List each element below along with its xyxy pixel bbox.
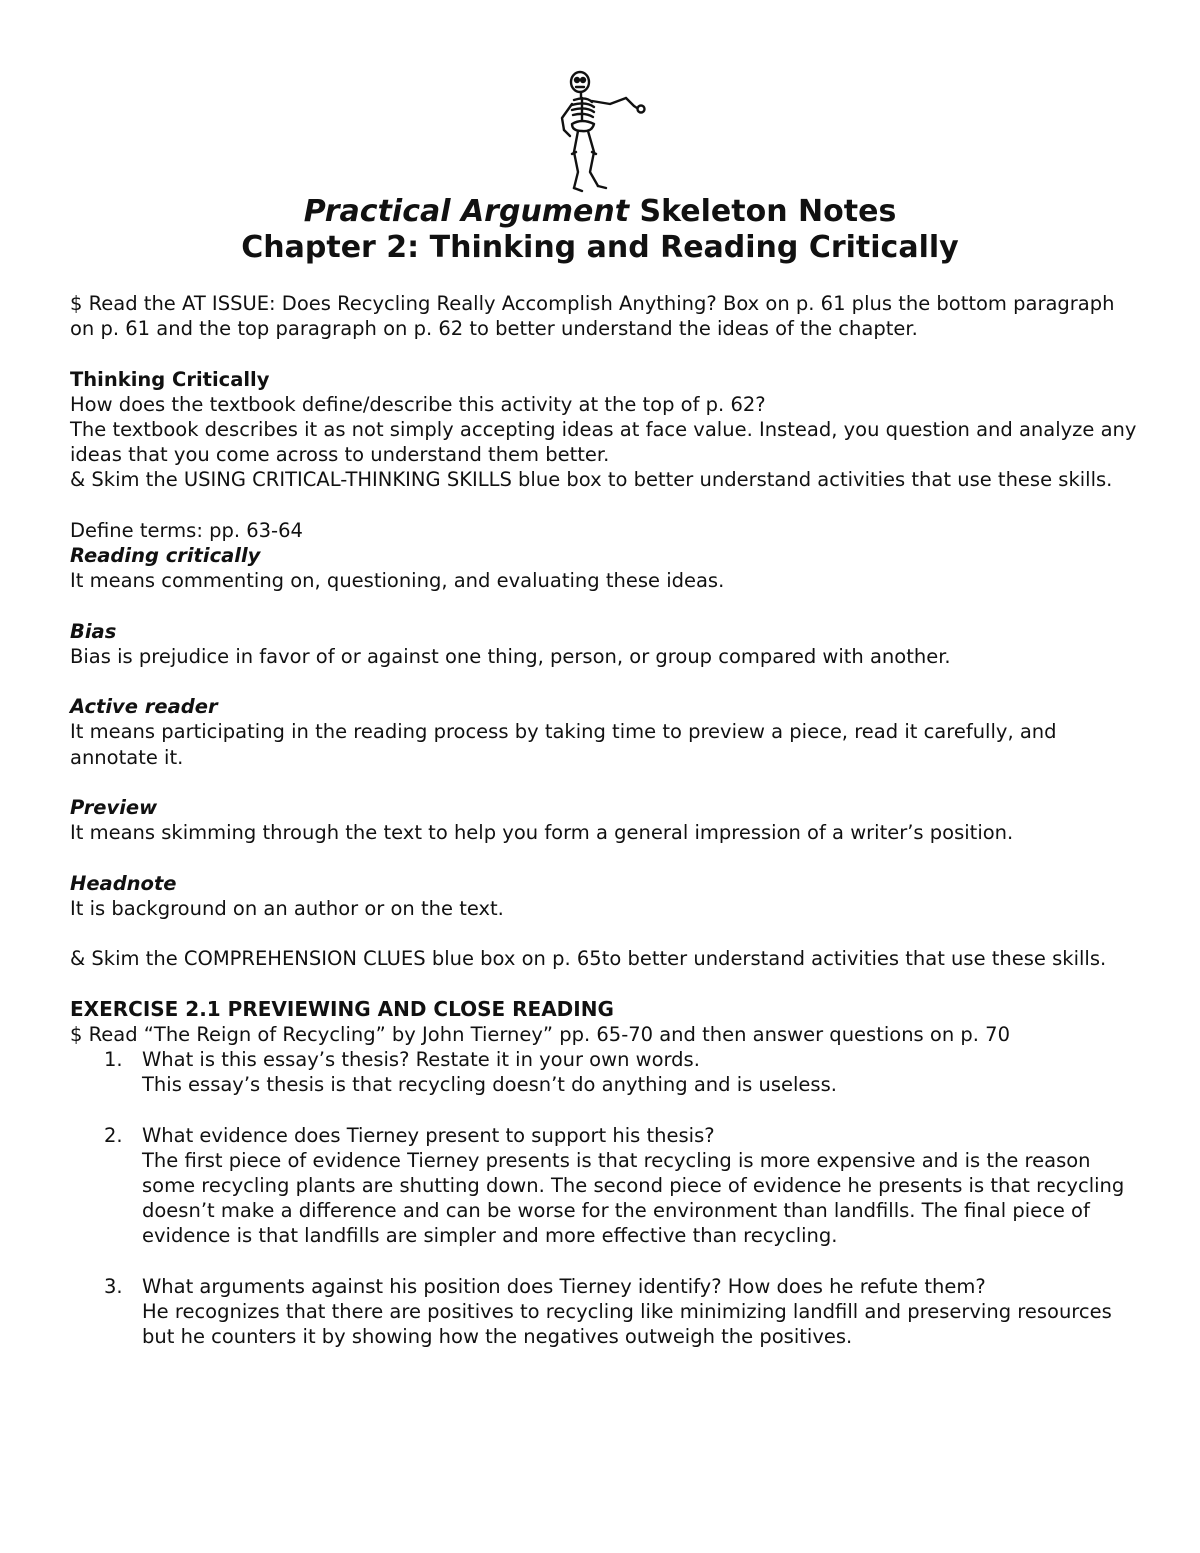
exercise-title: EXERCISE 2.1 PREVIEWING AND CLOSE READING bbox=[70, 996, 614, 1021]
intro-paragraph: $ Read the AT ISSUE: Does Recycling Really Accomplish Anything? Box on p. 61 plus the bottom paragraph on p. 61 and the top paragraph on p. 62 to better understand the ideas of the chapter. bbox=[70, 292, 1115, 341]
question-number: 1. bbox=[104, 1047, 123, 1071]
question-item bbox=[70, 1274, 1140, 1350]
skim-paragraph: & Skim the COMPREHENSION CLUES blue box on p. 65to better understand activities that use these skills. bbox=[70, 947, 1107, 971]
term-definition: It means skimming through the text to help you form a general impression of a writer’s position. bbox=[70, 821, 1014, 845]
document-body bbox=[70, 291, 1140, 1349]
term-definition: It is background on an author or on the text. bbox=[70, 896, 504, 920]
question-list bbox=[70, 1047, 1140, 1349]
answer-text: The first piece of evidence Tierney presents is that recycling is more expensive and is the reason some recycling plants are shutting down. The second piece of evidence he presents is that recycling doesn’t make a difference and can be worse for the environment than landfills. The final piece of evidence is that landfills are simpler and more effective than recycling. bbox=[142, 1148, 1125, 1248]
answer-text: He recognizes that there are positives to recycling like minimizing landfill and preserving resources but he counters it by showing how the negatives outweigh the positives. bbox=[142, 1299, 1112, 1349]
question-item bbox=[70, 1047, 1140, 1123]
term-definition: It means participating in the reading process by taking time to preview a piece, read it carefully, and annotate it. bbox=[70, 720, 1057, 769]
question-text: What evidence does Tierney present to support his thesis? bbox=[142, 1123, 715, 1147]
exercise-instruction: $ Read “The Reign of Recycling” by John Tierney” pp. 65-70 and then answer questions on p. 70 bbox=[70, 1022, 1010, 1046]
question-number: 2. bbox=[104, 1123, 123, 1147]
thinking-skim: & Skim the USING CRITICAL-THINKING SKILLS blue box to better understand activities that use these skills. bbox=[70, 468, 1113, 492]
title-italic: Practical Argument bbox=[303, 194, 630, 229]
chapter-title: Chapter 2: Thinking and Reading Critically bbox=[241, 230, 959, 265]
term-title: Preview bbox=[70, 795, 158, 819]
document-title bbox=[0, 194, 1200, 230]
question-text: What arguments against his position does Tierney identify? How does he refute them? bbox=[142, 1274, 986, 1298]
define-terms: Define terms: pp. 63-64 bbox=[70, 518, 303, 542]
term-title: Bias bbox=[70, 619, 117, 643]
term-title: Reading critically bbox=[70, 544, 261, 567]
question-item bbox=[70, 1123, 1140, 1274]
question-number: 3. bbox=[104, 1274, 123, 1298]
term-definition: Bias is prejudice in favor of or against one thing, person, or group compared with another. bbox=[70, 644, 951, 668]
term-title: Headnote bbox=[70, 871, 177, 895]
answer-text: This essay’s thesis is that recycling doesn’t do anything and is useless. bbox=[142, 1073, 837, 1097]
term-definition: It means commenting on, questioning, and evaluating these ideas. bbox=[70, 569, 725, 593]
thinking-question: How does the textbook define/describe this activity at the top of p. 62? bbox=[70, 392, 766, 416]
question-text: What is this essay’s thesis? Restate it in your own words. bbox=[142, 1047, 700, 1071]
term-title: Active reader bbox=[70, 695, 218, 719]
thinking-heading: Thinking Critically bbox=[70, 367, 270, 391]
title-rest: Skeleton Notes bbox=[629, 194, 897, 229]
thinking-answer: The textbook describes it as not simply accepting ideas at face value. Instead, you question and analyze any ideas that you come across to understand them better. bbox=[70, 418, 1137, 467]
skeleton-illustration bbox=[548, 68, 652, 194]
